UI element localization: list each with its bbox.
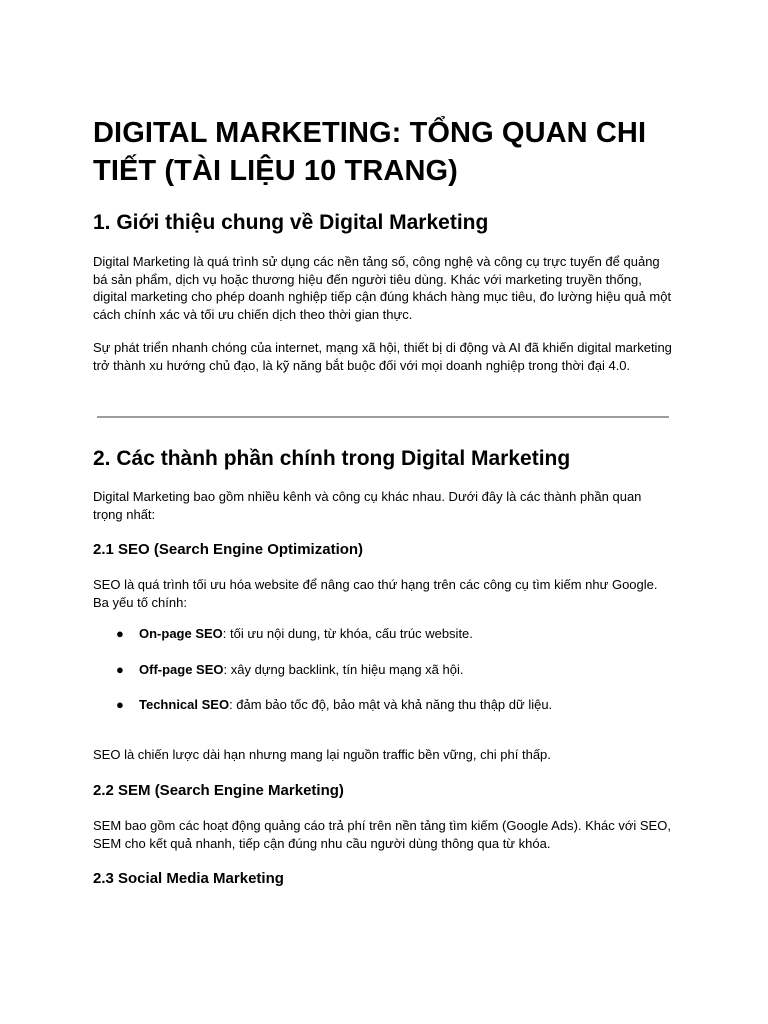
bullet-icon: ● bbox=[116, 697, 124, 712]
subsection-2-2-heading: 2.2 SEM (Search Engine Marketing) bbox=[93, 782, 344, 799]
list-item bbox=[93, 625, 673, 661]
bullet-icon: ● bbox=[116, 661, 124, 677]
section-1-paragraph-2: Sự phát triển nhanh chóng của internet, mạng xã hội, thiết bị di động và AI đã khiến digital marketing trở thành xu hướng chủ đạo, là kỹ năng bắt buộc đối với mọi doanh nghiệp trong thời đại 4.0. bbox=[93, 340, 672, 373]
list-item bbox=[93, 661, 673, 697]
seo-factors-list bbox=[93, 625, 673, 732]
subsection-2-1-conclusion: SEO là chiến lược dài hạn nhưng mang lại nguồn traffic bền vững, chi phí thấp. bbox=[93, 747, 551, 762]
section-2-intro: Digital Marketing bao gồm nhiều kênh và công cụ khác nhau. Dưới đây là các thành phần quan trọng nhất: bbox=[93, 489, 642, 522]
subsection-2-2-text: SEM bao gồm các hoạt động quảng cáo trả phí trên nền tảng tìm kiếm (Google Ads). Khác với SEO, SEM cho kết quả nhanh, tiếp cận đúng nhu cầu người dùng thông qua từ khóa. bbox=[93, 818, 671, 851]
horizontal-divider bbox=[97, 416, 669, 418]
list-item-term: Off-page SEO bbox=[139, 661, 224, 677]
list-item-term: On-page SEO bbox=[139, 626, 223, 641]
document-title: DIGITAL MARKETING: TỔNG QUAN CHI TIẾT (TÀI LIỆU 10 TRANG) bbox=[93, 117, 647, 187]
subsection-2-3-heading: 2.3 Social Media Marketing bbox=[93, 870, 284, 887]
subsection-2-1-heading: 2.1 SEO (Search Engine Optimization) bbox=[93, 541, 364, 558]
section-2-heading: 2. Các thành phần chính trong Digital Marketing bbox=[93, 447, 571, 470]
list-item-text: : tối ưu nội dung, từ khóa, cấu trúc website. bbox=[222, 626, 473, 641]
list-item bbox=[93, 696, 673, 732]
subsection-2-1-intro: SEO là quá trình tối ưu hóa website để nâng cao thứ hạng trên các công cụ tìm kiếm như Google. Ba yếu tố chính: bbox=[93, 577, 658, 610]
section-1-heading: 1. Giới thiệu chung về Digital Marketing bbox=[93, 211, 489, 234]
list-item-text: : xây dựng backlink, tín hiệu mạng xã hội. bbox=[223, 661, 464, 677]
list-item-text: : đảm bảo tốc độ, bảo mật và khả năng thu thập dữ liệu. bbox=[229, 697, 553, 712]
list-item-term: Technical SEO bbox=[139, 697, 230, 712]
bullet-icon: ● bbox=[116, 626, 124, 641]
section-1-paragraph-1: Digital Marketing là quá trình sử dụng các nền tảng số, công nghệ và công cụ trực tuyến để quảng bá sản phẩm, dịch vụ hoặc thương hiệu đến người tiêu dùng. Khác với marketing truyền thống, digital marketing cho phép doanh nghiệp tiếp cận đúng khách hàng mục tiêu, đo lường hiệu quả một cách chính xác và tối ưu chiến dịch theo thời gian thực. bbox=[93, 254, 672, 322]
